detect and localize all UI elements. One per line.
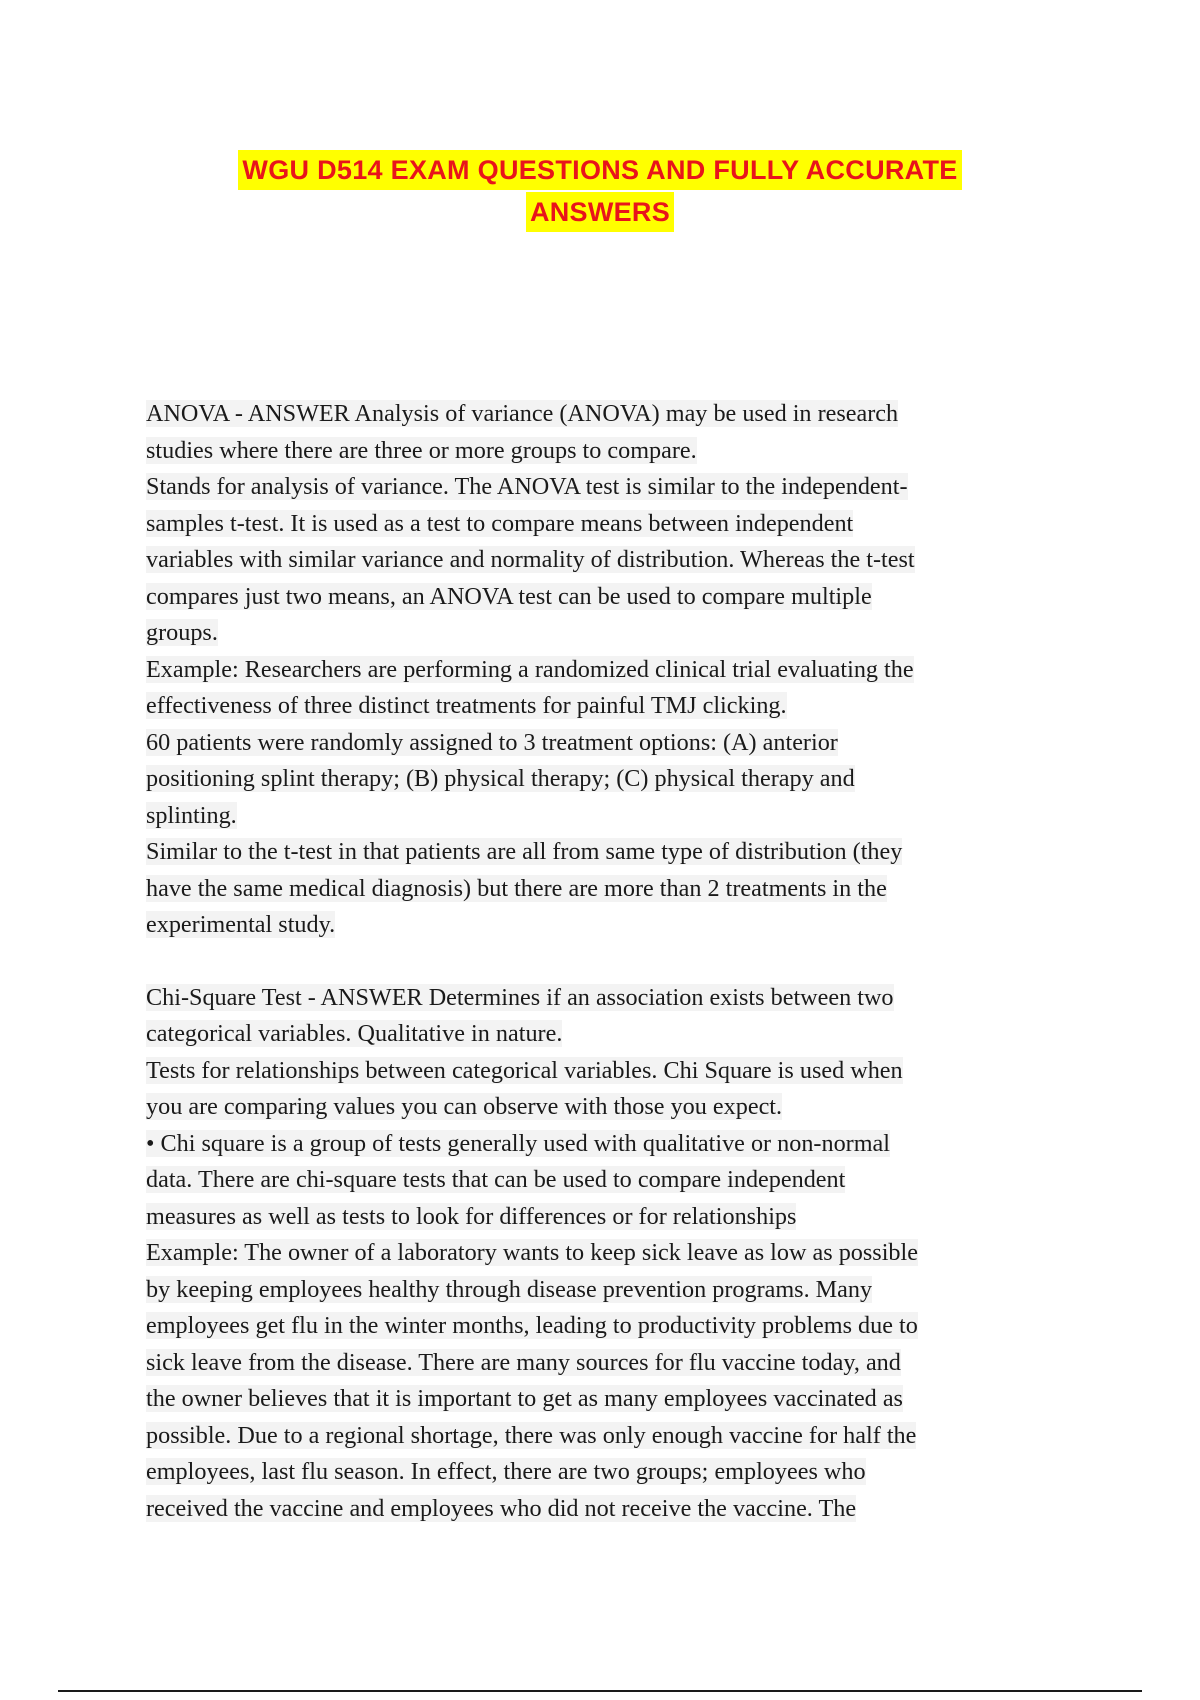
text-line: samples t-test. It is used as a test to compare means between independent [146, 509, 854, 537]
text-line: measures as well as tests to look for differences or for relationships [146, 1202, 797, 1230]
title-line-2: ANSWERS [526, 192, 674, 232]
text-line: data. There are chi-square tests that can be used to compare independent [146, 1166, 846, 1193]
document-body [146, 396, 1056, 1527]
text-line: Example: The owner of a laboratory wants to keep sick leave as low as possible [146, 1239, 918, 1266]
page-bottom-divider [58, 1690, 1142, 1692]
title-line-1: WGU D514 EXAM QUESTIONS AND FULLY ACCURATE [238, 150, 961, 190]
text-line: employees, last flu season. In effect, there are two groups; employees who [146, 1458, 866, 1485]
text-line: possible. Due to a regional shortage, there was only enough vaccine for half the [146, 1421, 917, 1449]
text-line: received the vaccine and employees who did not receive the vaccine. The [146, 1494, 857, 1522]
text-line: compares just two means, an ANOVA test can be used to compare multiple [146, 582, 872, 610]
text-line: employees get flu in the winter months, leading to productivity problems due to [146, 1312, 918, 1339]
text-line: Chi-Square Test - ANSWER Determines if an association exists between two [146, 983, 894, 1011]
text-line: Example: Researchers are performing a randomized clinical trial evaluating the [146, 655, 914, 683]
text-line: Tests for relationships between categorical variables. Chi Square is used when [146, 1056, 903, 1084]
text-line: • Chi square is a group of tests generally used with qualitative or non-normal [146, 1129, 891, 1157]
text-line: categorical variables. Qualitative in nature. [146, 1020, 563, 1047]
text-line: 60 patients were randomly assigned to 3 treatment options: (A) anterior [146, 728, 838, 756]
text-line: variables with similar variance and normality of distribution. Whereas the t-test [146, 546, 915, 573]
text-line: have the same medical diagnosis) but there are more than 2 treatments in the [146, 874, 887, 902]
document-title [0, 150, 1200, 234]
text-line: studies where there are three or more groups to compare. [146, 436, 697, 464]
entry-anova [146, 396, 1056, 944]
text-line: sick leave from the disease. There are many sources for flu vaccine today, and [146, 1348, 901, 1376]
entry-chi-square [146, 980, 1056, 1528]
text-line: by keeping employees healthy through disease prevention programs. Many [146, 1275, 873, 1303]
text-line: you are comparing values you can observe with those you expect. [146, 1093, 783, 1120]
text-line: the owner believes that it is important to get as many employees vaccinated as [146, 1385, 903, 1412]
text-line: experimental study. [146, 911, 336, 938]
text-line: groups. [146, 619, 218, 646]
text-line: Similar to the t-test in that patients are all from same type of distribution (they [146, 838, 903, 865]
text-line: ANOVA - ANSWER Analysis of variance (ANOVA) may be used in research [146, 400, 899, 427]
text-line: splinting. [146, 801, 237, 829]
text-line: positioning splint therapy; (B) physical therapy; (C) physical therapy and [146, 765, 855, 792]
text-line: Stands for analysis of variance. The ANOVA test is similar to the independent- [146, 473, 908, 500]
text-line: effectiveness of three distinct treatments for painful TMJ clicking. [146, 692, 787, 719]
